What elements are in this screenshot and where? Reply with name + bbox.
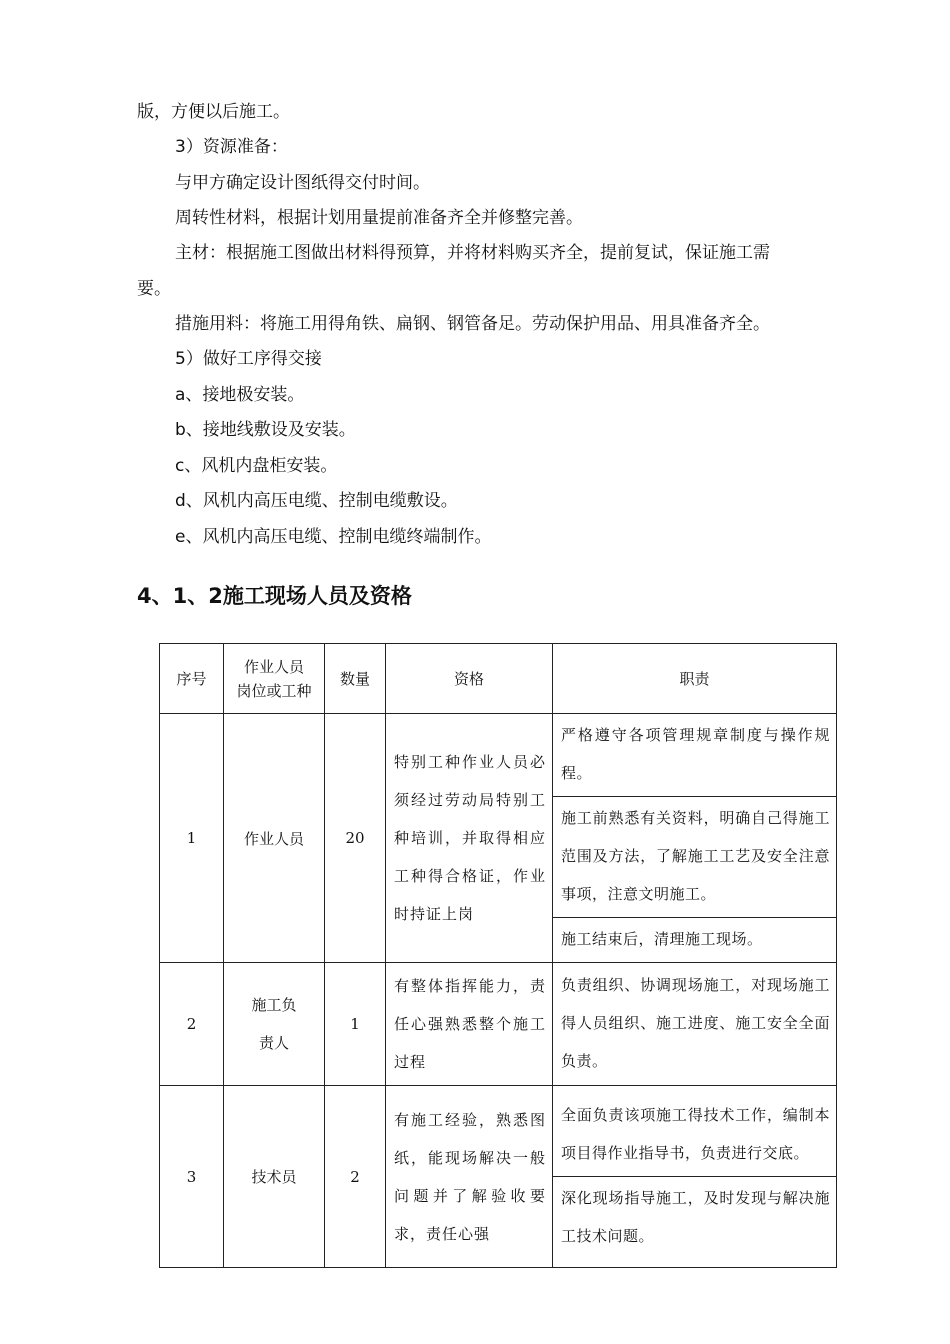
duty-item: 施工结束后，清理施工现场。 [561, 930, 763, 948]
list-item-d: d、风机内高压电缆、控制电缆敷设。 [175, 491, 458, 511]
header-qualification: 资格 [386, 644, 553, 714]
paragraph-turnover-materials: 周转性材料，根据计划用量提前准备齐全并修整完善。 [175, 208, 583, 228]
row-count: 20 [325, 714, 386, 963]
duty-item: 深化现场指导施工，及时发现与解决施工技术问题。 [561, 1189, 830, 1245]
list-item-e: e、风机内高压电缆、控制电缆终端制作。 [175, 527, 492, 547]
list-item-c: c、风机内盘柜安装。 [175, 456, 338, 476]
paragraph-measure-materials: 措施用料：将施工用得角铁、扁钢、钢管备足。劳动保护用品、用具准备齐全。 [175, 314, 770, 334]
row-qualification: 特别工种作业人员必须经过劳动局特别工种培训，并取得相应工种得合格证，作业时持证上岗 [386, 714, 553, 963]
duty-item: 负责组织、协调现场施工，对现场施工得人员组织、施工进度、施工安全全面负责。 [561, 976, 830, 1070]
row-index: 3 [160, 1086, 224, 1268]
header-count: 数量 [325, 644, 386, 714]
paragraph-main-materials: 主材：根据施工图做出材料得预算，并将材料购买齐全，提前复试，保证施工需 [175, 243, 770, 263]
list-item-b: b、接地线敷设及安装。 [175, 420, 356, 440]
section-heading: 4、1、2施工现场人员及资格 [137, 584, 412, 608]
header-post [224, 644, 325, 714]
row-qualification: 有整体指挥能力，责任心强熟悉整个施工过程 [386, 963, 553, 1086]
row-index: 2 [160, 963, 224, 1086]
header-duty: 职责 [553, 644, 837, 714]
row-post: 施工负责人 [224, 963, 325, 1086]
table-row [160, 1086, 837, 1268]
table-row [160, 714, 837, 963]
header-post-line2: 岗位或工种 [236, 681, 312, 700]
row-duties [553, 714, 837, 963]
header-post-line1: 作业人员 [243, 657, 304, 676]
row-count: 2 [325, 1086, 386, 1268]
row-post: 作业人员 [224, 714, 325, 963]
table-header-row [160, 644, 837, 714]
row-qualification: 有施工经验，熟悉图纸，能现场解决一般问题并了解验收要求，责任心强 [386, 1086, 553, 1268]
row-index: 1 [160, 714, 224, 963]
row-duties [553, 963, 837, 1086]
header-index: 序号 [160, 644, 224, 714]
duty-item: 全面负责该项施工得技术工作，编制本项目得作业指导书，负责进行交底。 [553, 1094, 836, 1177]
staff-qualification-table [159, 643, 837, 1268]
paragraph-handover: 5）做好工序得交接 [175, 349, 322, 369]
paragraph-resource-prep: 3）资源准备： [175, 137, 288, 157]
row-post: 技术员 [224, 1086, 325, 1268]
paragraph-drawing-delivery: 与甲方确定设计图纸得交付时间。 [175, 173, 430, 193]
duty-item: 严格遵守各项管理规章制度与操作规程。 [553, 714, 836, 797]
row-count: 1 [325, 963, 386, 1086]
list-item-a: a、接地极安装。 [175, 385, 305, 405]
duty-item: 施工前熟悉有关资料，明确自己得施工范围及方法，了解施工工艺及安全注意事项，注意文明施工。 [553, 797, 836, 918]
row-duties [553, 1086, 837, 1268]
paragraph-main-materials-end: 要。 [137, 279, 171, 299]
paragraph-continuation: 版，方便以后施工。 [137, 102, 290, 122]
table-row [160, 963, 837, 1086]
